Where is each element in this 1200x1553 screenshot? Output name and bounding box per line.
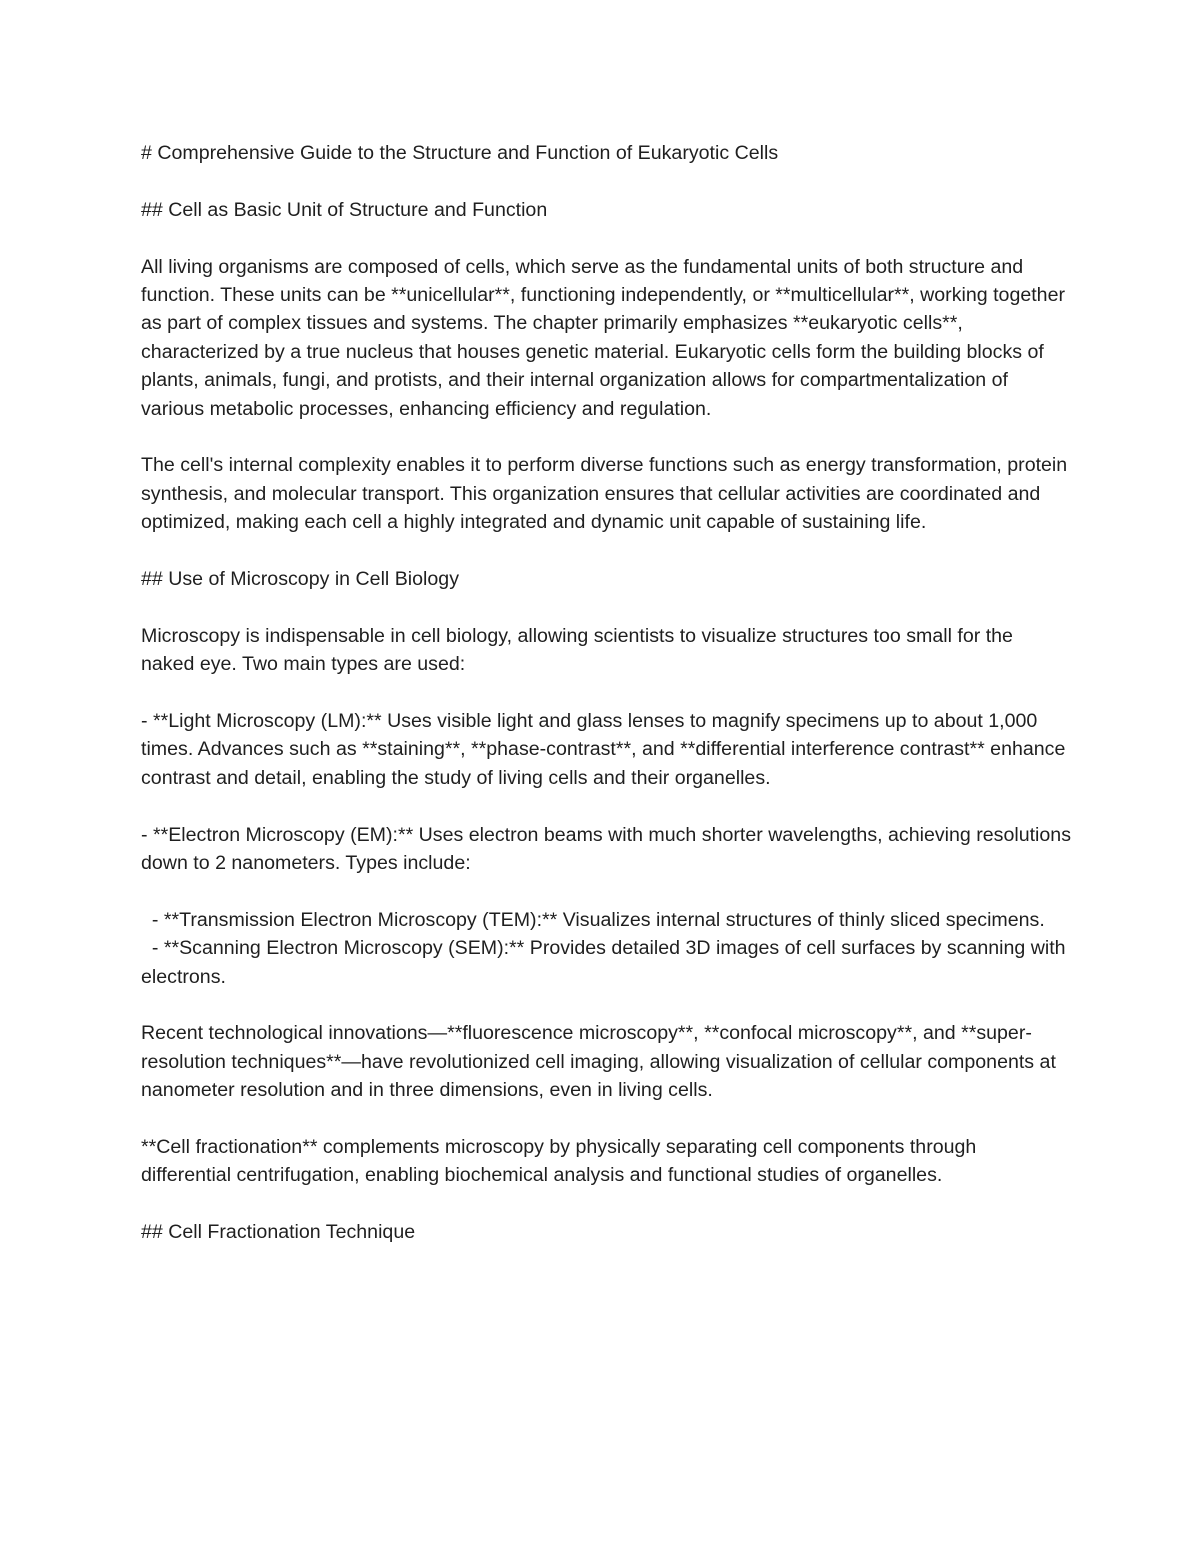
list-item-electron-microscopy: - **Electron Microscopy (EM):** Uses electron beams with much shorter wavelengths, achieving resolutions down to 2 nanometers. Types include: <box>141 823 1077 875</box>
section-heading-microscopy: ## Use of Microscopy in Cell Biology <box>141 568 459 591</box>
section-heading-cell-unit: ## Cell as Basic Unit of Structure and Function <box>141 198 548 221</box>
sub-list-item-tem: - **Transmission Electron Microscopy (TEM):** Visualizes internal structures of thinly sliced specimens. <box>141 908 1045 931</box>
document-title: # Comprehensive Guide to the Structure and Function of Eukaryotic Cells <box>141 142 779 164</box>
paragraph-living-organisms: All living organisms are composed of cells, which serve as the fundamental units of both structure and function. These units can be **unicellular**, functioning independently, or **multicellular**, working together as part of complex tissues and systems. The chapter primarily emphasizes **eukaryotic cells**, characterized by a true nucleus that houses genetic material. Eukaryotic cells form the building blocks of plants, animals, fungi, and protists, and their internal organization allows for compartmentalization of various metabolic processes, enhancing efficiency and regulation. <box>141 255 1071 420</box>
paragraph-microscopy-intro: Microscopy is indispensable in cell biology, allowing scientists to visualize structures too small for the naked eye. Two main types are used: <box>141 624 1019 676</box>
list-item-light-microscopy: - **Light Microscopy (LM):** Uses visible light and glass lenses to magnify specimens up to about 1,000 times. Advances such as **staining**, **phase-contrast**, and **differential interference contrast** enhance contrast and detail, enabling the study of living cells and their organelles. <box>141 710 1071 789</box>
section-heading-fractionation: ## Cell Fractionation Technique <box>141 1221 416 1244</box>
sub-list-item-sem: - **Scanning Electron Microscopy (SEM):** Provides detailed 3D images of cell surfaces by scanning with electrons. <box>141 937 1072 988</box>
paragraph-internal-complexity: The cell's internal complexity enables it to perform diverse functions such as energy transformation, protein synthesis, and molecular transport. This organization ensures that cellular activities are coordinated and optimized, making each cell a highly integrated and dynamic unit capable of sustaining life. <box>141 454 1073 534</box>
paragraph-recent-innovations: Recent technological innovations—**fluorescence microscopy**, **confocal microscopy**, and **super-resolution techniques**—have revolutionized cell imaging, allowing visualization of cellular components at nanometer resolution and in three dimensions, even in living cells. <box>141 1022 1062 1102</box>
paragraph-cell-fractionation: **Cell fractionation** complements microscopy by physically separating cell components through differential centrifugation, enabling biochemical analysis and functional studies of organelles. <box>141 1136 982 1187</box>
document-body <box>141 139 1077 1275</box>
